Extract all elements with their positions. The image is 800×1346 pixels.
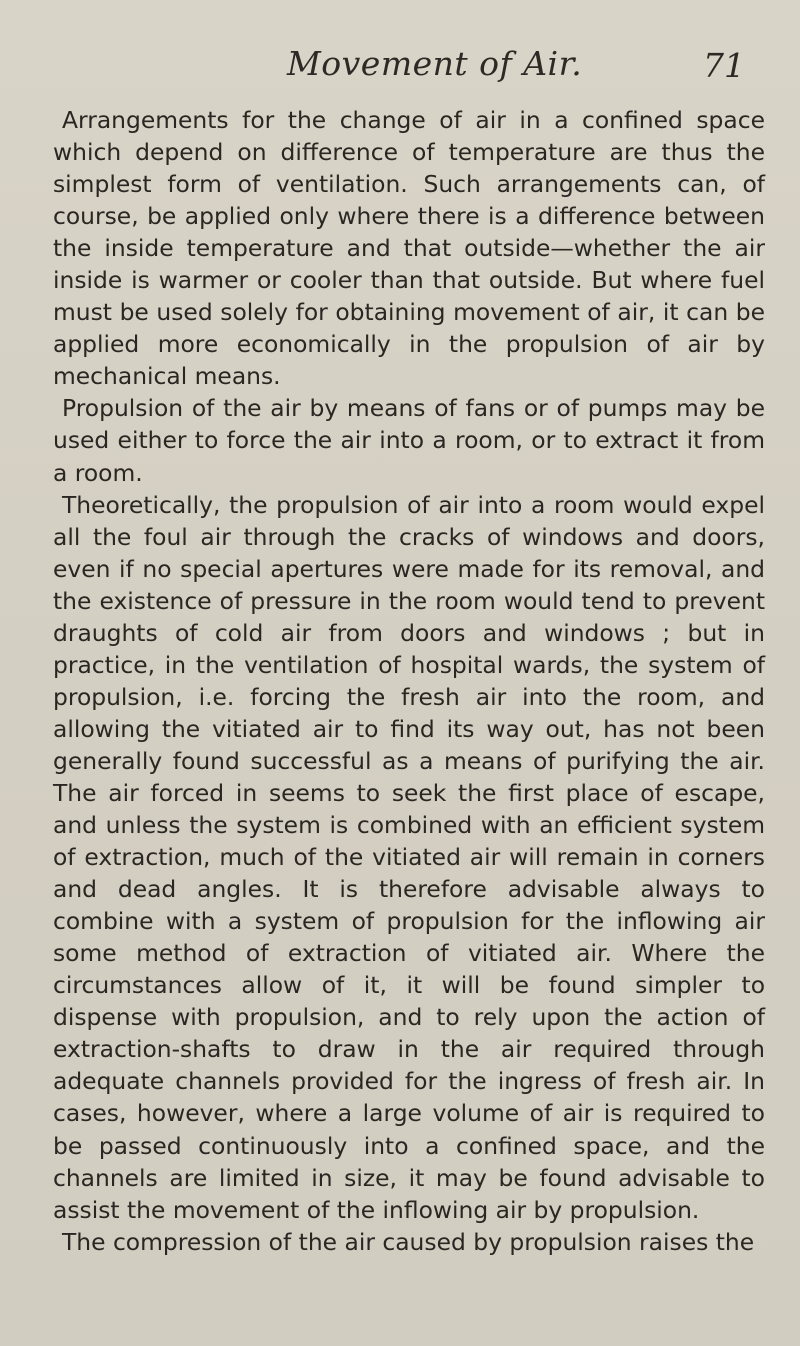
page-number: 71 <box>703 46 745 85</box>
paragraph-compression: The compression of the air caused by propulsion raises the <box>62 1227 755 1256</box>
paragraph-propulsion-fans: Propulsion of the air by means of fans or of pumps may be used either to force the air into a room, or to extract it from a room. <box>53 394 765 487</box>
page-header <box>0 44 800 94</box>
body-text <box>53 104 765 1258</box>
paragraph-ventilation-temperature: Arrangements for the change of air in a confined space which depend on difference of temperature are thus the simplest form of ventilation. Such arrangements can, of course, be applied only where there is a difference between the inside temperature and that outside—whether the air inside is warmer or cooler than that outside. But where fuel must be used solely for obtaining movement of air, it can be applied more economically in the propulsion of air by mechanical means. <box>53 106 765 391</box>
paragraph-propulsion-theory: Theoretically, the propulsion of air into a room would expel all the foul air through the cracks of windows and doors, even if no special apertures were made for its removal, and the existence of pressure in the room would tend to prevent draughts of cold air from doors and windows ; but in practice, in the ventilation of hospital wards, the system of propulsion, i.e. forcing the fresh air into the room, and allowing the vitiated air to find its way out, has not been generally found successful as a means of purifying the air. The air forced in seems to seek the first place of escape, and unless the system is combined with an efficient system of extraction, much of the vitiated air will remain in corners and dead angles. It is therefore advisable always to combine with a system of propulsion for the inflowing air some method of extraction of vitiated air. Where the circumstances allow of it, it will be found simpler to dispense with propulsion, and to rely upon the action of extraction-shafts to draw in the air required through adequate channels provided for the ingress of fresh air. In cases, however, where a large volume of air is required to be passed continuously into a confined space, and the channels are limited in size, it may be found advisable to assist the movement of the inflowing air by propulsion. <box>53 490 765 1224</box>
running-head: Movement of Air. <box>287 44 583 83</box>
